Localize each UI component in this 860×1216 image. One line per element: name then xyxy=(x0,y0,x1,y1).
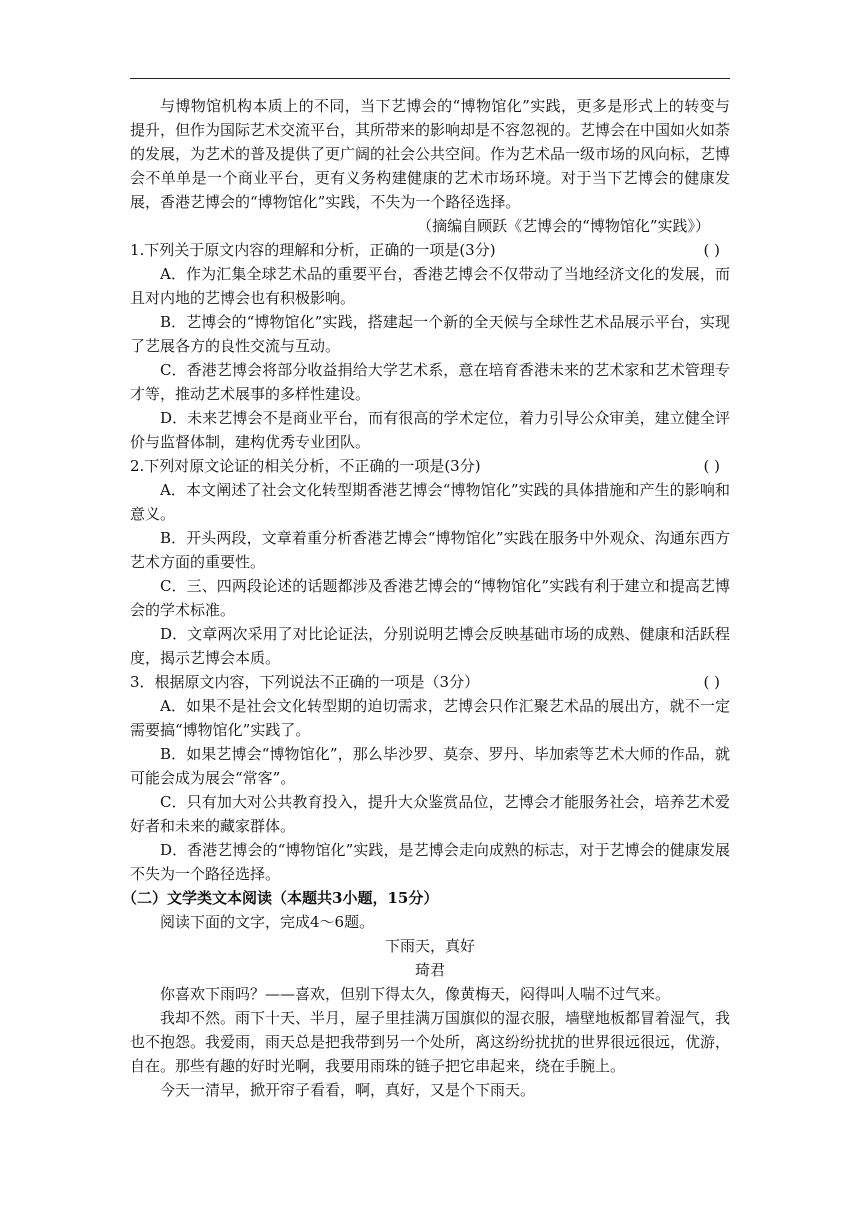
question-2 xyxy=(130,454,730,670)
question-1-option-a: A．作为汇集全球艺术品的重要平台，香港艺博会不仅带动了当地经济文化的发展，而且对内地的艺博会也有积极影响。 xyxy=(130,265,730,307)
question-3-stem: 3．根据原文内容，下列说法不正确的一项是（3分） xyxy=(130,673,480,691)
answer-blank: ( ) xyxy=(703,241,720,259)
section2-heading: （二）文学类文本阅读（本题共3小题，15分） xyxy=(122,889,439,907)
question-1-option-b: B．艺博会的“博物馆化”实践，搭建起一个新的全天候与全球性艺术品展示平台，实现了艺展各方的良性交流与互动。 xyxy=(130,313,730,355)
question-2-option-b: B．开头两段，文章着重分析香港艺博会“博物馆化”实践在服务中外观众、沟通东西方艺术方面的重要性。 xyxy=(130,529,730,571)
question-3-option-c: C．只有加大对公共教育投入，提升大众鉴赏品位，艺博会才能服务社会，培养艺术爱好者和未来的藏家群体。 xyxy=(130,793,730,835)
question-1-stem: 1.下列关于原文内容的理解和分析，正确的一项是(3分) xyxy=(130,241,496,259)
document-body xyxy=(122,94,731,1102)
header-rule xyxy=(130,78,730,79)
question-1-option-c: C．香港艺博会将部分收益捐给大学艺术系，意在培育香港未来的艺术家和艺术管理专才等，推动艺术展事的多样性建设。 xyxy=(130,361,730,403)
question-2-stem: 2.下列对原文论证的相关分析，不正确的一项是(3分) xyxy=(130,457,481,475)
question-1 xyxy=(130,238,730,454)
essay-paragraph-1: 你喜欢下雨吗？——喜欢，但别下得太久，像黄梅天，闷得叫人喘不过气来。 xyxy=(160,985,671,1003)
answer-blank: ( ) xyxy=(703,457,720,475)
question-2-option-a: A．本文阐述了社会文化转型期香港艺博会“博物馆化”实践的具体措施和产生的影响和意义。 xyxy=(130,481,730,523)
question-2-option-c: C．三、四两段论述的话题都涉及香港艺博会的“博物馆化”实践有利于建立和提高艺博会的学术标准。 xyxy=(130,577,730,619)
passage1-source: （摘编自顾跃《艺博会的“博物馆化”实践》） xyxy=(417,217,710,235)
passage1-paragraph: 与博物馆机构本质上的不同，当下艺博会的“博物馆化”实践，更多是形式上的转变与提升，但作为国际艺术交流平台，其所带来的影响却是不容忽视的。艺博会在中国如火如荼的发展，为艺术的普及提供了更广阔的社会公共空间。作为艺术品一级市场的风向标，艺博会不单单是一个商业平台，更有义务构建健康的艺术市场环境。对于当下艺博会的健康发展，香港艺博会的“博物馆化”实践，不失为一个路径选择。 xyxy=(130,97,731,211)
essay-title: 下雨天，真好 xyxy=(384,937,475,955)
essay-author: 琦君 xyxy=(414,961,445,979)
section2-instruction: 阅读下面的文字，完成4～6题。 xyxy=(160,913,375,931)
question-2-option-d: D．文章两次采用了对比论证法，分别说明艺博会反映基础市场的成熟、健康和活跃程度，揭示艺博会本质。 xyxy=(130,625,730,667)
question-3-option-a: A．如果不是社会文化转型期的迫切需求，艺博会只作汇聚艺术品的展出方，就不一定需要搞“博物馆化”实践了。 xyxy=(130,697,730,739)
question-3-option-b: B．如果艺博会“博物馆化”，那么毕沙罗、莫奈、罗丹、毕加索等艺术大师的作品，就可能会成为展会“常客”。 xyxy=(130,745,730,787)
essay-paragraph-2: 我却不然。雨下十天、半月，屋子里挂满万国旗似的湿衣服，墙壁地板都冒着湿气，我也不抱怨。我爱雨，雨天总是把我带到另一个处所，离这纷纷扰扰的世界很远很远，优游，自在。那些有趣的好时光啊，我要用雨珠的链子把它串起来，绕在手腕上。 xyxy=(130,1009,731,1075)
essay-paragraph-3: 今天一清早，掀开帘子看看，啊，真好，又是个下雨天。 xyxy=(160,1081,536,1099)
question-1-option-d: D．未来艺博会不是商业平台，而有很高的学术定位，着力引导公众审美，建立健全评价与监督体制，建构优秀专业团队。 xyxy=(130,409,730,451)
question-3-option-d: D．香港艺博会的“博物馆化”实践，是艺博会走向成熟的标志，对于艺博会的健康发展不失为一个路径选择。 xyxy=(130,841,730,883)
question-3 xyxy=(130,670,730,886)
answer-blank: ( ) xyxy=(703,673,720,691)
